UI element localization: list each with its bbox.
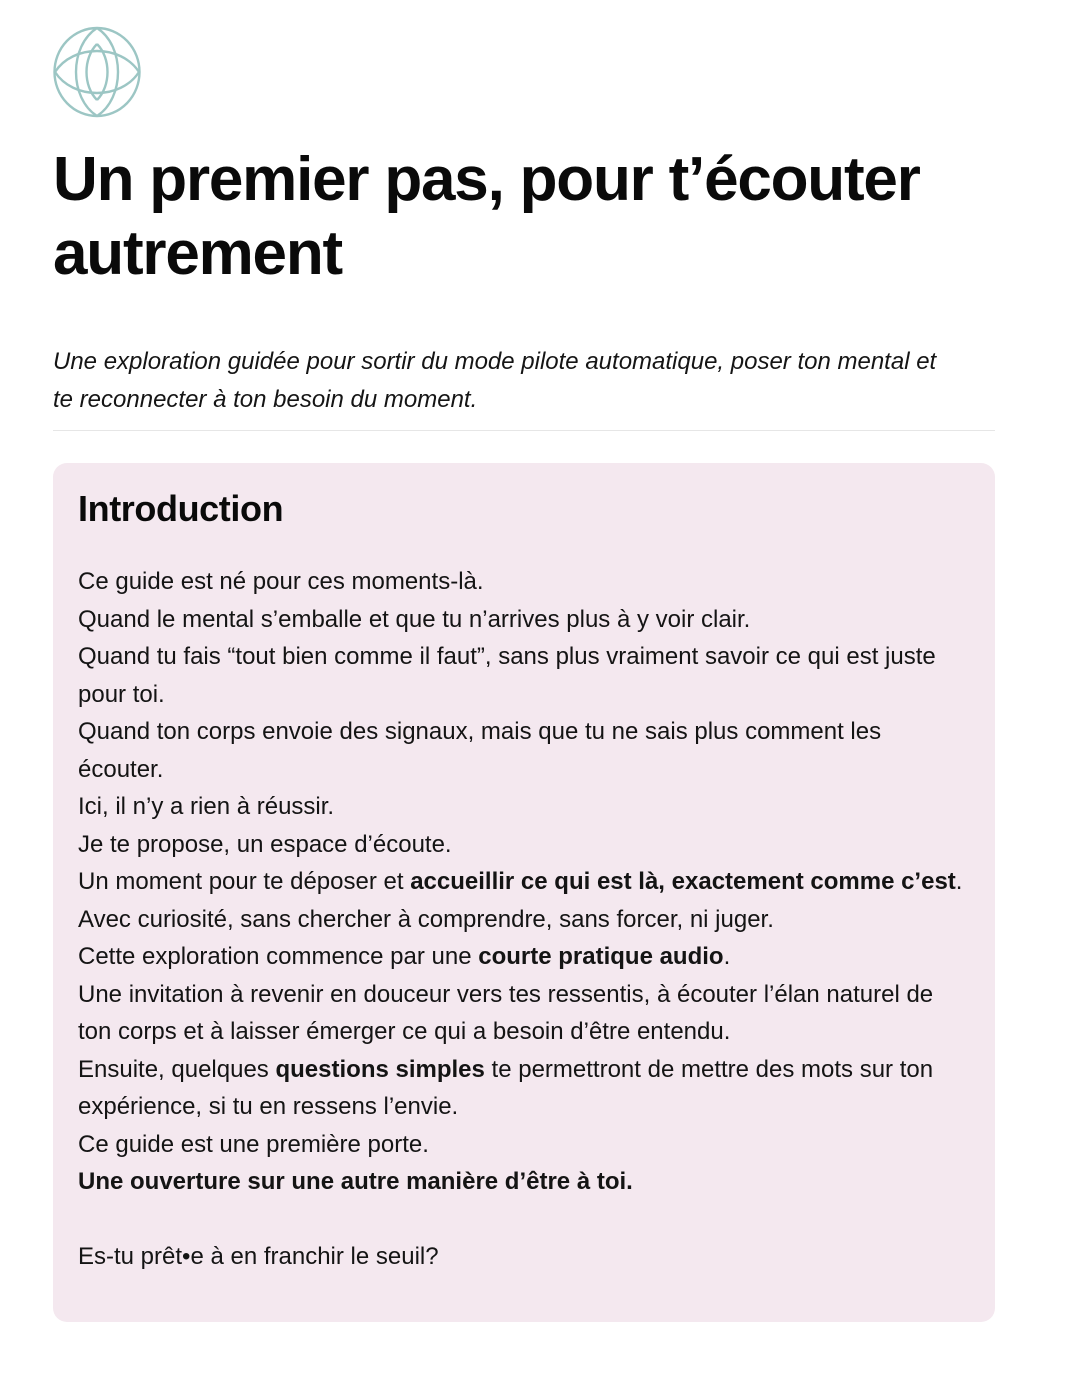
- text-run: te permettront de mettre des mots sur ton expérience, si tu en ressens l’envie.: [78, 1055, 934, 1120]
- callout-body: [78, 563, 973, 1276]
- paragraph: Quand le mental s’emballe et que tu n’arrives plus à y voir clair.: [78, 605, 751, 633]
- logo: [53, 26, 141, 118]
- paragraph: [78, 863, 973, 901]
- introduction-callout: [53, 463, 995, 1322]
- bold-paragraph: Une ouverture sur une autre manière d’être à toi.: [78, 1168, 633, 1195]
- paragraph: Quand ton corps envoie des signaux, mais que tu ne sais plus comment les écouter.: [78, 718, 882, 783]
- text-run: .: [955, 868, 963, 895]
- text-run: .: [723, 943, 731, 970]
- spacer: [78, 1201, 973, 1239]
- text-run: Cette exploration commence par une: [78, 943, 479, 970]
- divider: [53, 430, 995, 431]
- page-title: Un premier pas, pour t’écouter autrement: [53, 145, 920, 288]
- paragraph: Quand tu fais “tout bien comme il faut”, sans plus vraiment savoir ce qui est juste pour toi.: [78, 643, 936, 708]
- closing-question: Es-tu prêt•e à en franchir le seuil?: [78, 1243, 439, 1270]
- paragraph: Je te propose, un espace d’écoute.: [78, 830, 452, 858]
- page-subtitle: Une exploration guidée pour sortir du mode pilote automatique, poser ton mental et te reconnecter à ton besoin du moment.: [53, 348, 937, 413]
- flower-of-life-icon: [53, 26, 141, 118]
- callout-heading: Introduction: [78, 488, 284, 529]
- paragraph: Ce guide est une première porte.: [78, 1130, 429, 1158]
- text-run: Ensuite, quelques: [78, 1055, 276, 1083]
- bold-text: courte pratique audio: [478, 943, 724, 970]
- paragraph: [78, 1051, 973, 1126]
- paragraph: Ce guide est né pour ces moments-là.: [78, 568, 484, 595]
- paragraph: Avec curiosité, sans chercher à comprendre, sans forcer, ni juger.: [78, 905, 774, 933]
- paragraph: Une invitation à revenir en douceur vers tes ressentis, à écouter l’élan naturel de ton corps et à laisser émerger ce qui a besoin d’être entendu.: [78, 980, 934, 1045]
- paragraph: [78, 938, 973, 976]
- paragraph: Ici, il n’y a rien à réussir.: [78, 793, 335, 820]
- bold-text: accueillir ce qui est là, exactement comme c’est: [410, 868, 956, 895]
- text-run: Un moment pour te déposer et: [78, 868, 411, 895]
- bold-text: questions simples: [275, 1055, 485, 1083]
